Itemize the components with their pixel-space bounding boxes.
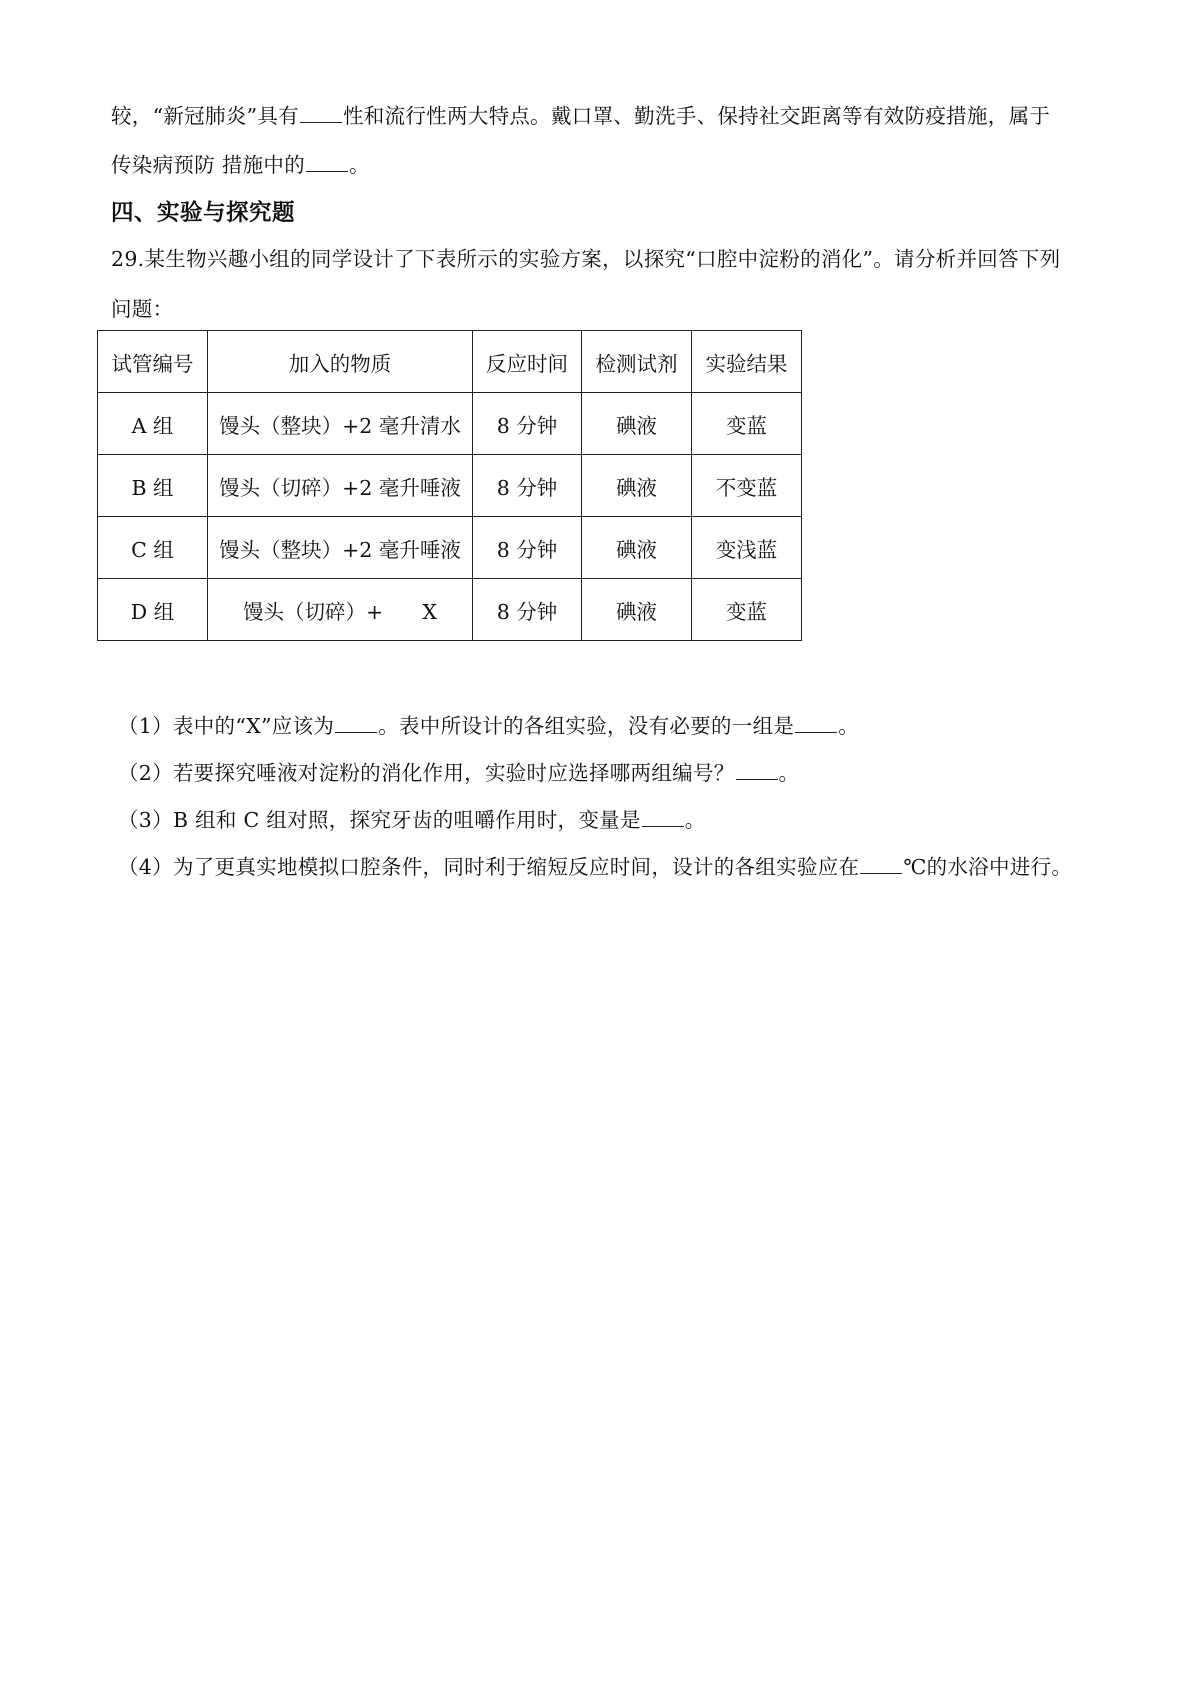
table-cell: 碘液 bbox=[582, 517, 692, 579]
answer-blank bbox=[795, 714, 837, 733]
intro-line-1 bbox=[111, 102, 1050, 130]
table-cell: 不变蓝 bbox=[692, 455, 802, 517]
table-cell: 8 分钟 bbox=[473, 393, 582, 455]
table-cell: 碘液 bbox=[582, 455, 692, 517]
subquestion-text: ℃的水浴中进行。 bbox=[903, 855, 1073, 879]
table-header-cell: 检测试剂 bbox=[582, 331, 692, 393]
subquestion-1 bbox=[118, 712, 859, 740]
table-cell: 8 分钟 bbox=[473, 517, 582, 579]
answer-blank bbox=[860, 855, 902, 874]
table-cell: 馒头（切碎）+ X bbox=[208, 579, 473, 641]
intro-text: 传染病预防 措施中的 bbox=[111, 153, 306, 177]
question-text-line-2: 问题： bbox=[111, 297, 174, 321]
table-row bbox=[98, 455, 802, 517]
answer-blank bbox=[335, 714, 377, 733]
section-title: 四、实验与探究题 bbox=[111, 200, 296, 226]
subquestion-text: 。 bbox=[778, 761, 800, 785]
table-cell: 变浅蓝 bbox=[692, 517, 802, 579]
subquestion-text: （3）B 组和 C 组对照，探究牙齿的咀嚼作用时，变量是 bbox=[118, 808, 641, 832]
intro-line-2 bbox=[111, 151, 370, 179]
table-cell: A 组 bbox=[98, 393, 208, 455]
answer-blank bbox=[300, 104, 342, 123]
intro-text: 。 bbox=[349, 153, 370, 177]
intro-text: 性和流行性两大特点。戴口罩、勤洗手、保持社交距离等有效防疫措施，属于 bbox=[342, 104, 1051, 128]
table-cell: 馒头（整块）+2 毫升清水 bbox=[208, 393, 473, 455]
subquestion-3 bbox=[118, 806, 706, 834]
intro-text: 较，“新冠肺炎”具有 bbox=[111, 104, 299, 128]
table-cell: 碘液 bbox=[582, 579, 692, 641]
subquestion-text: （1）表中的“X”应该为 bbox=[118, 714, 335, 738]
table-cell: 碘液 bbox=[582, 393, 692, 455]
table-cell: 馒头（整块）+2 毫升唾液 bbox=[208, 517, 473, 579]
table-cell: 馒头（切碎）+2 毫升唾液 bbox=[208, 455, 473, 517]
subquestion-text: 。 bbox=[838, 714, 860, 738]
table-cell: 8 分钟 bbox=[473, 455, 582, 517]
table-cell: 8 分钟 bbox=[473, 579, 582, 641]
table-cell: 变蓝 bbox=[692, 579, 802, 641]
table-header-cell: 实验结果 bbox=[692, 331, 802, 393]
question-text-line-1: 29.某生物兴趣小组的同学设计了下表所示的实验方案，以探究“口腔中淀粉的消化”。请分析并回答下列 bbox=[111, 247, 1061, 271]
subquestion-text: （4）为了更真实地模拟口腔条件，同时利于缩短反应时间，设计的各组实验应在 bbox=[118, 855, 860, 879]
table-row bbox=[98, 579, 802, 641]
answer-blank bbox=[736, 761, 778, 780]
table-cell: B 组 bbox=[98, 455, 208, 517]
experiment-table bbox=[97, 330, 802, 641]
subquestion-2 bbox=[118, 759, 799, 787]
table-cell: C 组 bbox=[98, 517, 208, 579]
table-header-cell: 试管编号 bbox=[98, 331, 208, 393]
subquestion-text: 。 bbox=[684, 808, 706, 832]
table-row bbox=[98, 517, 802, 579]
subquestion-4 bbox=[118, 853, 1072, 881]
table-cell: 变蓝 bbox=[692, 393, 802, 455]
table-header-cell: 加入的物质 bbox=[208, 331, 473, 393]
table-header-row bbox=[98, 331, 802, 393]
subquestion-text: （2）若要探究唾液对淀粉的消化作用，实验时应选择哪两组编号？ bbox=[118, 761, 735, 785]
table-cell: D 组 bbox=[98, 579, 208, 641]
answer-blank bbox=[306, 153, 348, 172]
table-header-cell: 反应时间 bbox=[473, 331, 582, 393]
subquestion-text: 。表中所设计的各组实验，没有必要的一组是 bbox=[378, 714, 795, 738]
table-row bbox=[98, 393, 802, 455]
answer-blank bbox=[642, 808, 684, 827]
